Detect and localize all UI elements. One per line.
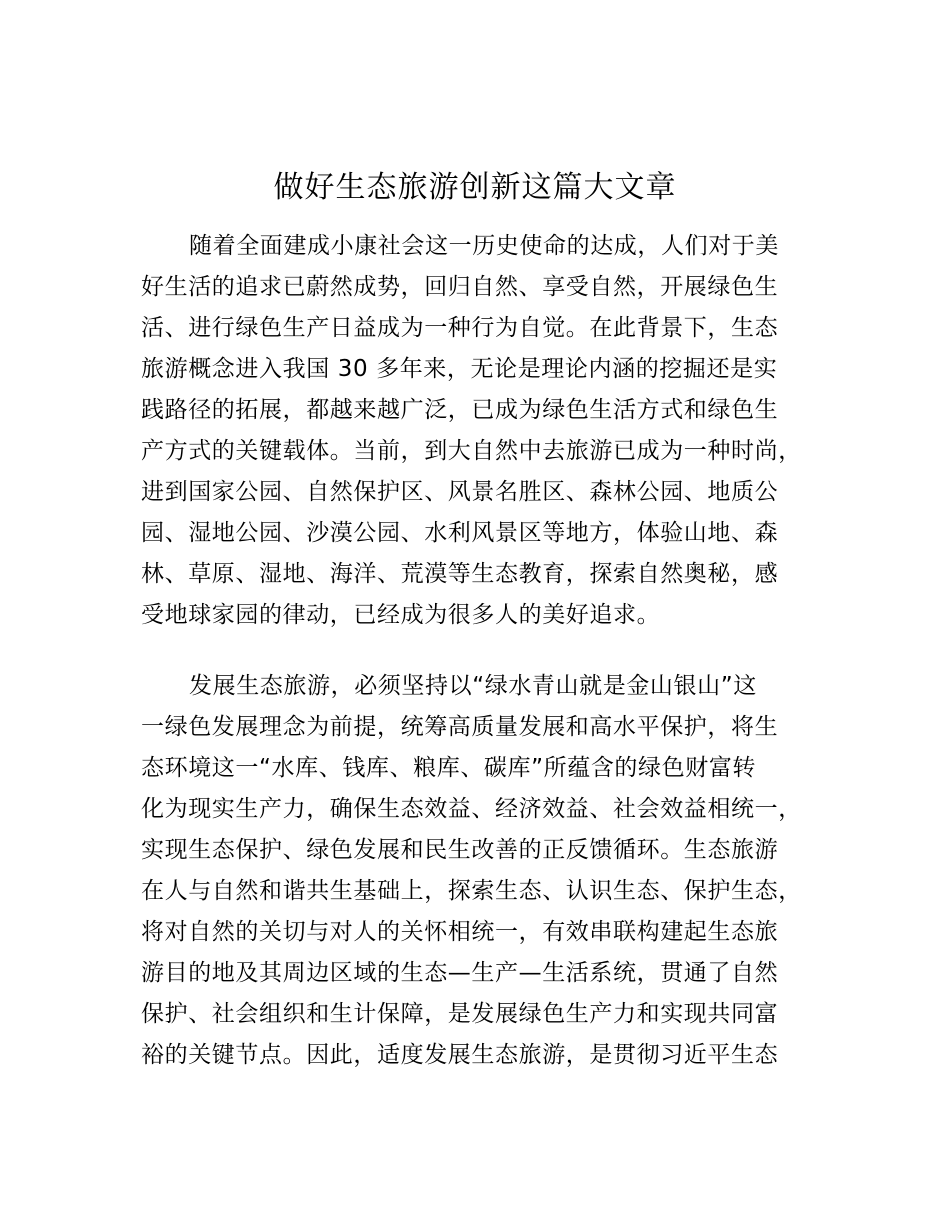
paragraph-line: 践路径的拓展，都越来越广泛，已成为绿色生活方式和绿色生 [141, 397, 779, 423]
paragraph-line: 随着全面建成小康社会这一历史使命的达成，人们对于美 [189, 233, 779, 259]
paragraph-line: 受地球家园的律动，已经成为很多人的美好追求。 [141, 602, 661, 628]
paragraph-line: 态环境这一“水库、钱库、粮库、碳库”所蕴含的绿色财富转 [141, 755, 757, 781]
paragraph-line: 进到国家公园、自然保护区、风景名胜区、森林公园、地质公 [141, 479, 779, 505]
paragraph-line: 将对自然的关切与对人的关怀相统一，有效串联构建起生态旅 [141, 919, 779, 945]
paragraph-line: 化为现实生产力，确保生态效益、经济效益、社会效益相统一， [141, 796, 802, 822]
paragraph-line: 实现生态保护、绿色发展和民生改善的正反馈循环。生态旅游 [141, 837, 779, 863]
paragraph-line: 林、草原、湿地、海洋、荒漠等生态教育，探索自然奥秘，感 [141, 561, 779, 587]
paragraph-line: 园、湿地公园、沙漠公园、水利风景区等地方，体验山地、森 [141, 520, 779, 546]
document-title: 做好生态旅游创新这篇大文章 [273, 170, 677, 205]
paragraph-line: 游目的地及其周边区域的生态—生产—生活系统，贯通了自然 [141, 960, 779, 986]
paragraph-line: 旅游概念进入我国 30 多年来，无论是理论内涵的挖掘还是实 [141, 356, 778, 382]
paragraph-line: 产方式的关键载体。当前，到大自然中去旅游已成为一种时尚， [141, 438, 802, 464]
paragraph-line: 好生活的追求已蔚然成势，回归自然、享受自然，开展绿色生 [141, 274, 779, 300]
paragraph-line: 保护、社会组织和生计保障，是发展绿色生产力和实现共同富 [141, 1001, 779, 1027]
paragraph-line: 在人与自然和谐共生基础上，探索生态、认识生态、保护生态， [141, 878, 802, 904]
paragraph-line: 发展生态旅游，必须坚持以“绿水青山就是金山银山”这 [189, 673, 757, 699]
paragraph-line: 一绿色发展理念为前提，统筹高质量发展和高水平保护，将生 [141, 714, 779, 740]
paragraph-line: 活、进行绿色生产日益成为一种行为自觉。在此背景下，生态 [141, 315, 779, 341]
paragraph-line: 裕的关键节点。因此，适度发展生态旅游，是贯彻习近平生态 [141, 1042, 779, 1068]
